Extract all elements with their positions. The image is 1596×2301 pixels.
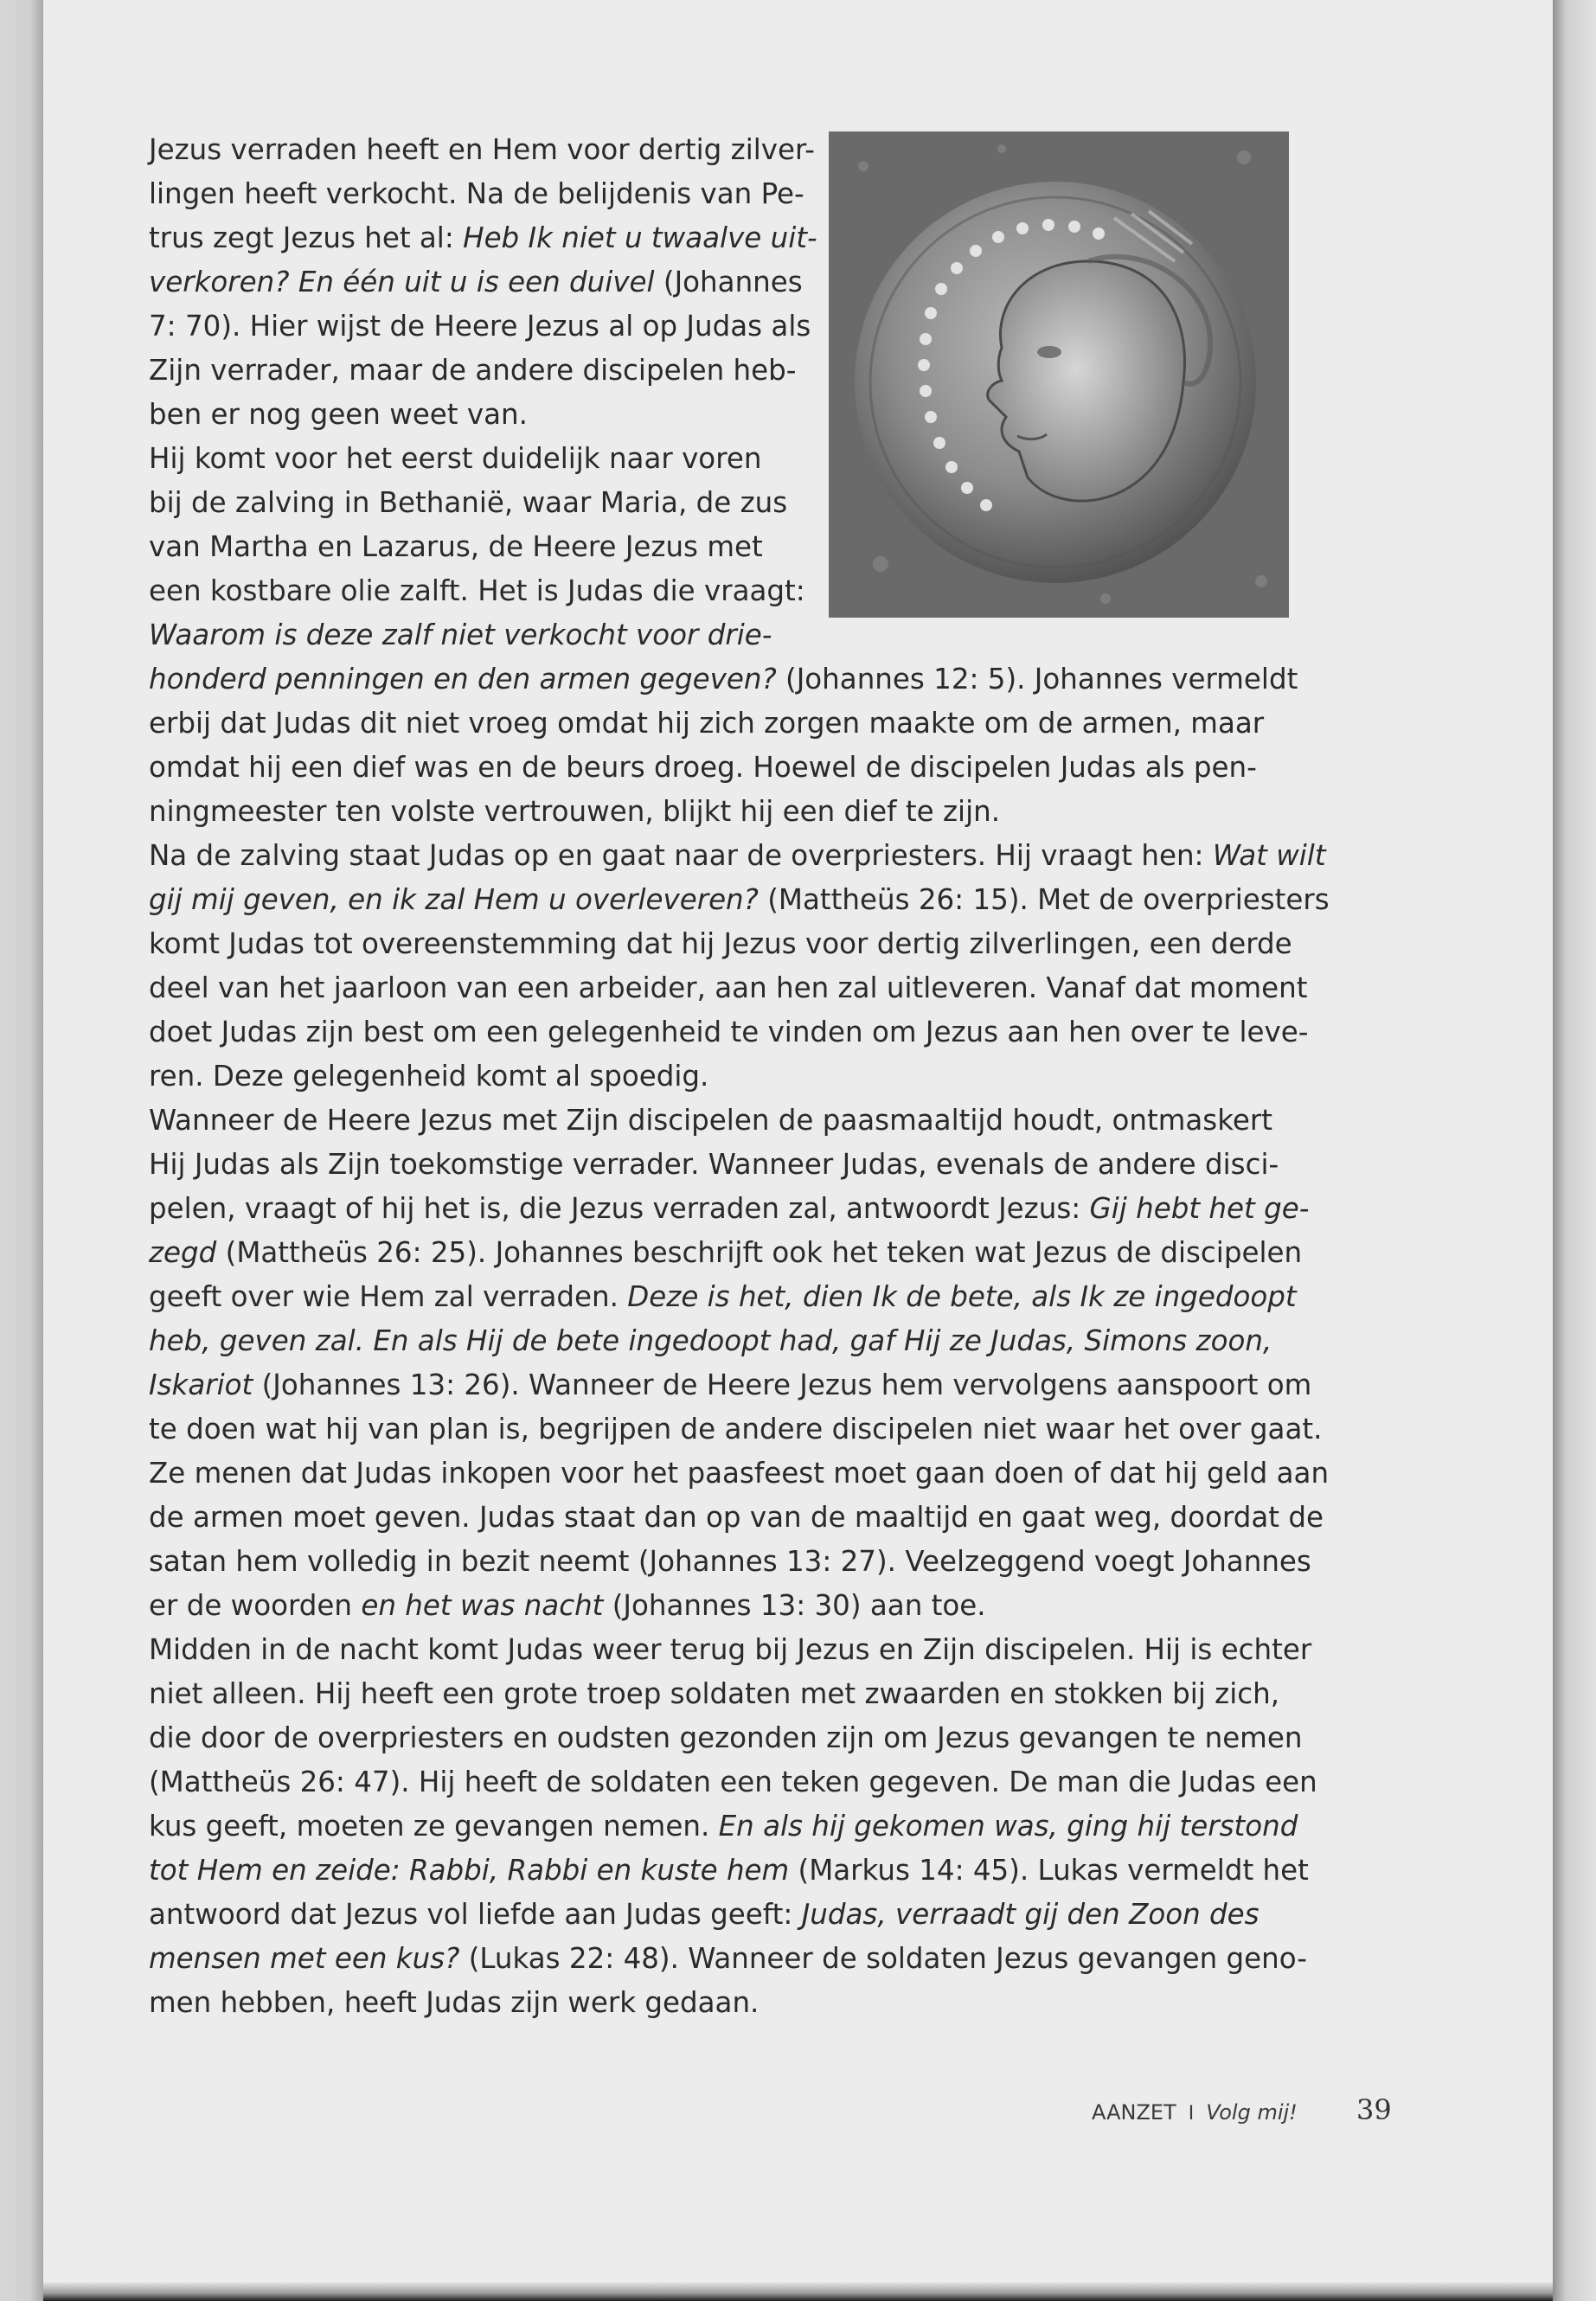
text-line: verkoren? En één uit u is een duivel (Johannes <box>149 266 803 298</box>
text-line: erbij dat Judas dit niet vroeg omdat hij zich zorgen maakte om de armen, maar <box>149 707 1265 740</box>
text-line: zegd (Mattheüs 26: 25). Johannes beschrijft ook het teken wat Jezus de discipelen <box>149 1236 1303 1269</box>
text-line: een kostbare olie zalft. Het is Judas die vraagt: <box>149 574 805 607</box>
text-line: heb, geven zal. En als Hij de bete ingedoopt had, gaf Hij ze Judas, Simons zoon, <box>149 1324 1272 1357</box>
page-number: 39 <box>1356 2093 1392 2126</box>
text-line: bij de zalving in Bethanië, waar Maria, de zus <box>149 486 788 519</box>
text-line: doet Judas zijn best om een gelegenheid te vinden om Jezus aan hen over te leve- <box>149 1016 1309 1048</box>
text-line: lingen heeft verkocht. Na de belijdenis van Pe- <box>149 177 804 210</box>
text-line: omdat hij een dief was en de beurs droeg. Hoewel de discipelen Judas als pen- <box>149 751 1257 784</box>
text-line: Waarom is deze zalf niet verkocht voor drie- <box>149 619 772 651</box>
running-footer <box>1092 2100 1298 2125</box>
footer-series: AANZET <box>1092 2100 1176 2125</box>
text-line: niet alleen. Hij heeft een grote troep soldaten met zwaarden en stokken bij zich, <box>149 1677 1280 1710</box>
body-text <box>149 128 1330 2025</box>
text-line: ren. Deze gelegenheid komt al spoedig. <box>149 1060 709 1093</box>
text-line: Na de zalving staat Judas op en gaat naar de overpriesters. Hij vraagt hen: Wat wilt <box>149 839 1326 872</box>
text-line: de armen moet geven. Judas staat dan op van de maaltijd en gaat weg, doordat de <box>149 1501 1324 1534</box>
text-line: antwoord dat Jezus vol liefde aan Judas geeft: Judas, verraadt gij den Zoon des <box>149 1898 1259 1931</box>
scan-bottom-edge <box>43 2282 1553 2301</box>
text-line: satan hem volledig in bezit neemt (Johannes 13: 27). Veelzeggend voegt Johannes <box>149 1545 1311 1578</box>
text-line: deel van het jaarloon van een arbeider, aan hen zal uitleveren. Vanaf dat moment <box>149 971 1308 1004</box>
text-line: honderd penningen en den armen gegeven? (Johannes 12: 5). Johannes vermeldt <box>149 663 1298 695</box>
text-line: er de woorden en het was nacht (Johannes 13: 30) aan toe. <box>149 1589 986 1622</box>
scan-left-edge <box>0 0 43 2301</box>
text-line: komt Judas tot overeenstemming dat hij Jezus voor dertig zilverlingen, een derde <box>149 927 1292 960</box>
text-line: Wanneer de Heere Jezus met Zijn discipelen de paasmaaltijd houdt, ontmaskert <box>149 1104 1273 1137</box>
text-line: gij mij geven, en ik zal Hem u overleveren? (Mattheüs 26: 15). Met de overpriesters <box>149 883 1330 916</box>
text-line: Hij komt voor het eerst duidelijk naar voren <box>149 442 762 475</box>
text-line: te doen wat hij van plan is, begrijpen de andere discipelen niet waar het over gaat. <box>149 1413 1323 1445</box>
text-line: mensen met een kus? (Lukas 22: 48). Wanneer de soldaten Jezus gevangen geno- <box>149 1942 1307 1975</box>
text-line: (Mattheüs 26: 47). Hij heeft de soldaten een teken gegeven. De man die Judas een <box>149 1766 1317 1798</box>
text-line: Jezus verraden heeft en Hem voor dertig zilver- <box>149 133 816 166</box>
text-line: pelen, vraagt of hij het is, die Jezus verraden zal, antwoordt Jezus: Gij hebt het ge- <box>149 1192 1310 1225</box>
footer-title: Volg mij! <box>1206 2100 1298 2125</box>
text-line: ningmeester ten volste vertrouwen, blijkt hij een dief te zijn. <box>149 795 1001 828</box>
text-line: die door de overpriesters en oudsten gezonden zijn om Jezus gevangen te nemen <box>149 1721 1303 1754</box>
text-line: 7: 70). Hier wijst de Heere Jezus al op Judas als <box>149 310 811 343</box>
text-line: van Martha en Lazarus, de Heere Jezus met <box>149 530 763 563</box>
text-line: Zijn verrader, maar de andere discipelen heb- <box>149 354 797 387</box>
text-line: trus zegt Jezus het al: Heb Ik niet u twaalve uit- <box>149 221 817 254</box>
text-line: Midden in de nacht komt Judas weer terug bij Jezus en Zijn discipelen. Hij is echter <box>149 1633 1312 1666</box>
text-line: kus geeft, moeten ze gevangen nemen. En als hij gekomen was, ging hij terstond <box>149 1810 1298 1843</box>
text-line: Iskariot (Johannes 13: 26). Wanneer de Heere Jezus hem vervolgens aanspoort om <box>149 1368 1312 1401</box>
text-line: geeft over wie Hem zal verraden. Deze is het, dien Ik de bete, als Ik ze ingedoopt <box>149 1280 1297 1313</box>
text-line: Hij Judas als Zijn toekomstige verrader. Wanneer Judas, evenals de andere disci- <box>149 1148 1279 1181</box>
text-line: men hebben, heeft Judas zijn werk gedaan. <box>149 1986 760 2019</box>
text-line: tot Hem en zeide: Rabbi, Rabbi en kuste hem (Markus 14: 45). Lukas vermeldt het <box>149 1854 1309 1887</box>
text-line: ben er nog geen weet van. <box>149 398 528 431</box>
scan-right-edge <box>1553 0 1596 2301</box>
footer-separator: I <box>1188 2103 1195 2125</box>
text-line: Ze menen dat Judas inkopen voor het paasfeest moet gaan doen of dat hij geld aan <box>149 1457 1330 1490</box>
